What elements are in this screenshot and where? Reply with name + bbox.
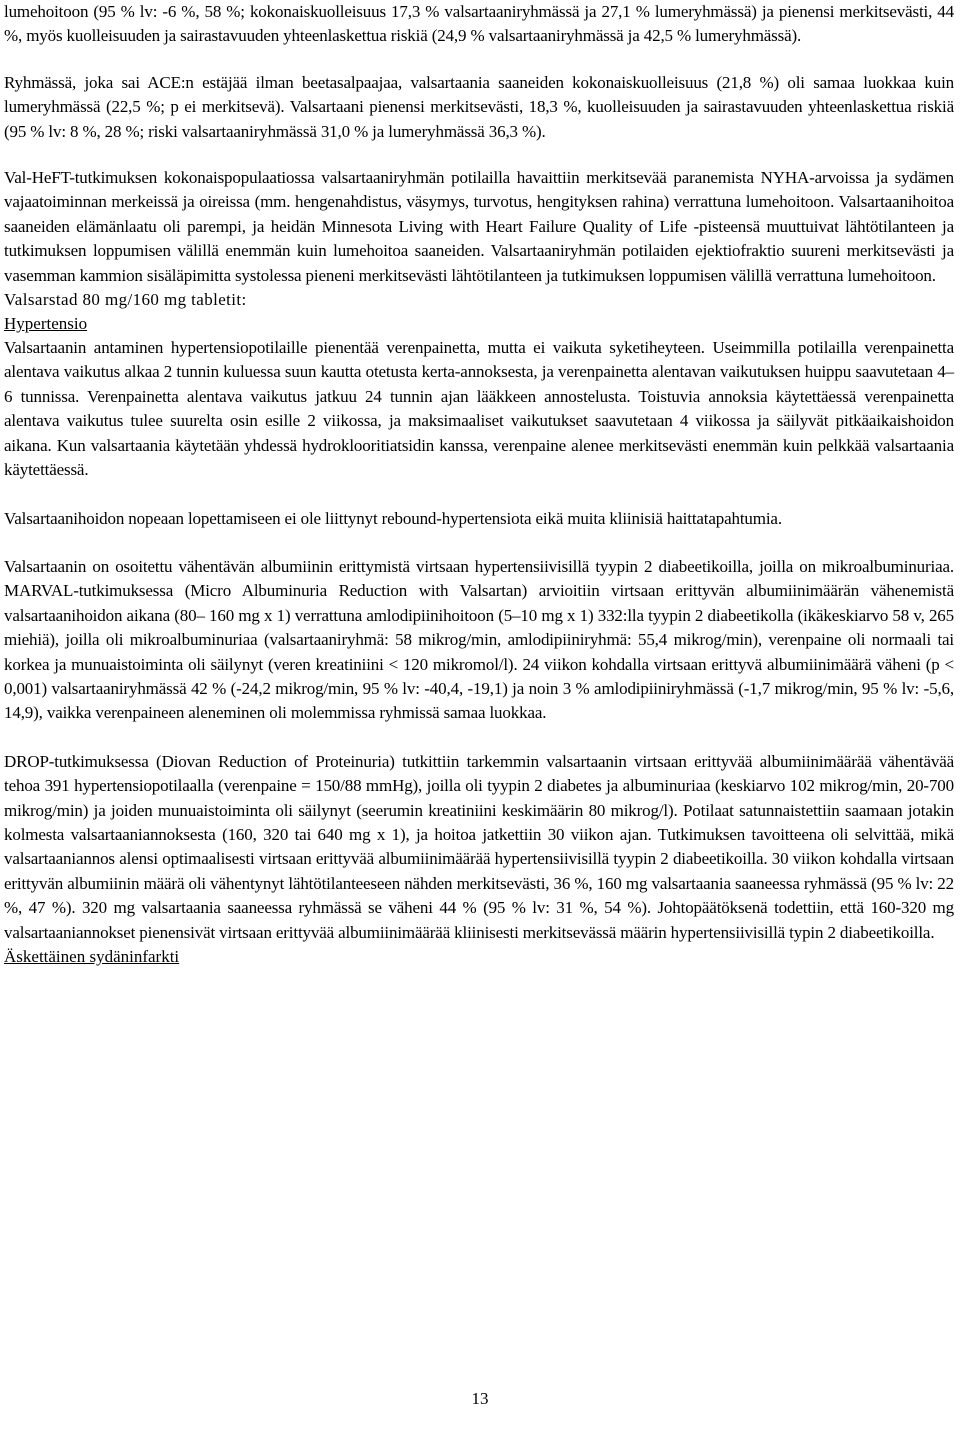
document-page (4, 0, 954, 969)
paragraph-hypertension-effect: Valsartaanin antaminen hypertensiopotilaille pienentää verenpainetta, mutta ei vaikuta syketiheyteen. Useimmilla potilailla verenpainetta alentava vaikutus alkaa 2 tunnin kuluessa suun kautta otetusta kerta-annoksesta, ja verenpainetta alentavan vaikutuksen huippu saavutetaan 4–6 tunnissa. Verenpainetta alentava vaikutus jatkuu 24 tunnin ajan lääkkeen annostelusta. Toistuvia annoksia käytettäessä verenpainetta alentava vaikutus tulee suurelta osin esille 2 viikossa, ja maksimaaliset vaikutukset saavutetaan 4 viikossa ja säilyvät pitkäaikaishoidon aikana. Kun valsartaania käytetään yhdessä hydroklooritiatsidin kanssa, verenpaine alenee merkitsevästi enemmän kuin pelkkää valsartaania käytettäessä. (4, 338, 954, 480)
paragraph-rebound: Valsartaanihoidon nopeaan lopettamiseen ei ole liittynyt rebound-hypertensiota eikä muita kliinisiä haittatapahtumia. (4, 508, 782, 528)
paragraph-ace-inhibitor-group: Ryhmässä, joka sai ACE:n estäjää ilman beetasalpaajaa, valsartaania saaneiden kokonaiskuolleisuus (21,8 %) oli samaa luokkaa kuin lumeryhmässä (22,5 %; p ei merkitsevä). Valsartaani pienensi merkitsevästi, 18,3 %, kuolleisuuden ja sairastavuuden yhteenlaskettua riskiä (95 % lv: 8 %, 28 %; riski valsartaaniryhmässä 31,0 % ja lumeryhmässä 36,3 %). (4, 72, 954, 141)
heading-tablets: Valsarstad 80 mg/160 mg tabletit: (4, 290, 247, 310)
heading-hypertension: Hypertensio (4, 314, 88, 334)
paragraph-heart-failure-mortality: lumehoitoon (95 % lv: -6 %, 58 %; kokonaiskuolleisuus 17,3 % valsartaaniryhmässä ja 27,1 % lumeryhmässä) ja pienensi merkitsevästi, 44 %, myös kuolleisuuden ja sairastavuuden yhteenlaskettua riskiä (24,9 % valsartaaniryhmässä ja 42,5 % lumeryhmässä). (4, 2, 954, 46)
paragraph-marval: Valsartaanin on osoitettu vähentävän albumiinin erittymistä virtsaan hypertensiivisillä tyypin 2 diabeetikoilla, joilla on mikroalbuminuriaa. MARVAL-tutkimuksessa (Micro Albuminuria Reduction with Valsartan) arvioitiin virtsaan erittyvän albumiinimäärän vähenemistä valsartaanihoidon aikana (80– 160 mg x 1) verrattuna amlodipiinihoitoon (5–10 mg x 1) 332:lla tyypin 2 diabeetikolla (ikäkeskiarvo 58 v, 265 miehiä), joilla oli mikroalbuminuriaa (valsartaaniryhmä: 58 mikrog/min, amlodipiiniryhmä: 55,4 mikrog/min), verenpaine oli normaali tai korkea ja munuaistoiminta oli säilynyt (veren kreatiniini < 120 mikromol/l). 24 viikon kohdalla virtsaan erittyvä albumiinimäärä väheni (p < 0,001) valsartaaniryhmässä 42 % (-24,2 mikrog/min, 95 % lv: -40,4, -19,1) ja noin 3 % amlodipiiniryhmässä (-1,7 mikrog/min, 95 % lv: -5,6, 14,9), vaikka verenpaineen aleneminen oli molemmissa ryhmissä samaa luokkaa. (4, 556, 954, 723)
paragraph-drop: DROP-tutkimuksessa (Diovan Reduction of Proteinuria) tutkittiin tarkemmin valsartaanin virtsaan erittyvää albumiinimäärää vähentävää tehoa 391 hypertensiopotilaalla (verenpaine = 150/88 mmHg), joilla oli tyypin 2 diabetes ja albuminuriaa (keskiarvo 102 mikrog/min, 20-700 mikrog/min) ja joiden munuaistoiminta oli säilynyt (seerumin kreatiniini keskimäärin 80 mikrog/l). Potilaat satunnaistettiin saamaan jotakin kolmesta valsartaaniannoksesta (160, 320 tai 640 mg x 1), ja hoitoa jatkettiin 30 viikon ajan. Tutkimuksen tavoitteena oli selvittää, mikä valsartaaniannos alensi optimaalisesti virtsaan erittyvää albumiinimäärää hypertensiivisillä tyypin 2 diabeetikoilla. 30 viikon kohdalla virtsaan erittyvän albumiinin määrä oli vähentynyt lähtötilanteeseen nähden merkitsevästi, 36 %, 160 mg valsartaania saaneessa ryhmässä (95 % lv: 22 %, 47 %). 320 mg valsartaania saaneessa ryhmässä se väheni 44 % (95 % lv: 31 %, 54 %). Johtopäätöksenä todettiin, että 160-320 mg valsartaaniannokset pienensivät virtsaan erittyvää albumiinimäärää kliinisesti merkitsevässä määrin hypertensiivisillä typin 2 diabeetikoilla. (4, 751, 954, 942)
page-number: 13 (471, 1389, 489, 1408)
heading-recent-mi: Äskettäinen sydäninfarkti (4, 947, 180, 966)
paragraph-val-heft-population: Val-HeFT-tutkimuksen kokonaispopulaatiossa valsartaaniryhmän potilailla havaittiin merkitsevää paranemista NYHA-arvoissa ja sydämen vajaatoiminnan merkeissä ja oireissa (mm. hengenahdistus, väsymys, turvotus, hengityksen rahina) verrattuna lumehoitoon. Valsartaanihoitoa saaneiden elämänlaatu oli parempi, ja heidän Minnesota Living with Heart Failure Quality of Life -pisteensä muuttuivat lähtötilanteen ja tutkimuksen loppumisen välillä enemmän kuin lumehoitoa saaneiden. Valsartaaniryhmän potilaiden ejektiofraktio suureni merkitsevästi ja vasemman kammion sisäläpimitta systolessa pieneni merkitsevästi lähtötilanteen ja tutkimuksen loppumisen välillä verrattuna lumehoitoon. (4, 168, 954, 285)
